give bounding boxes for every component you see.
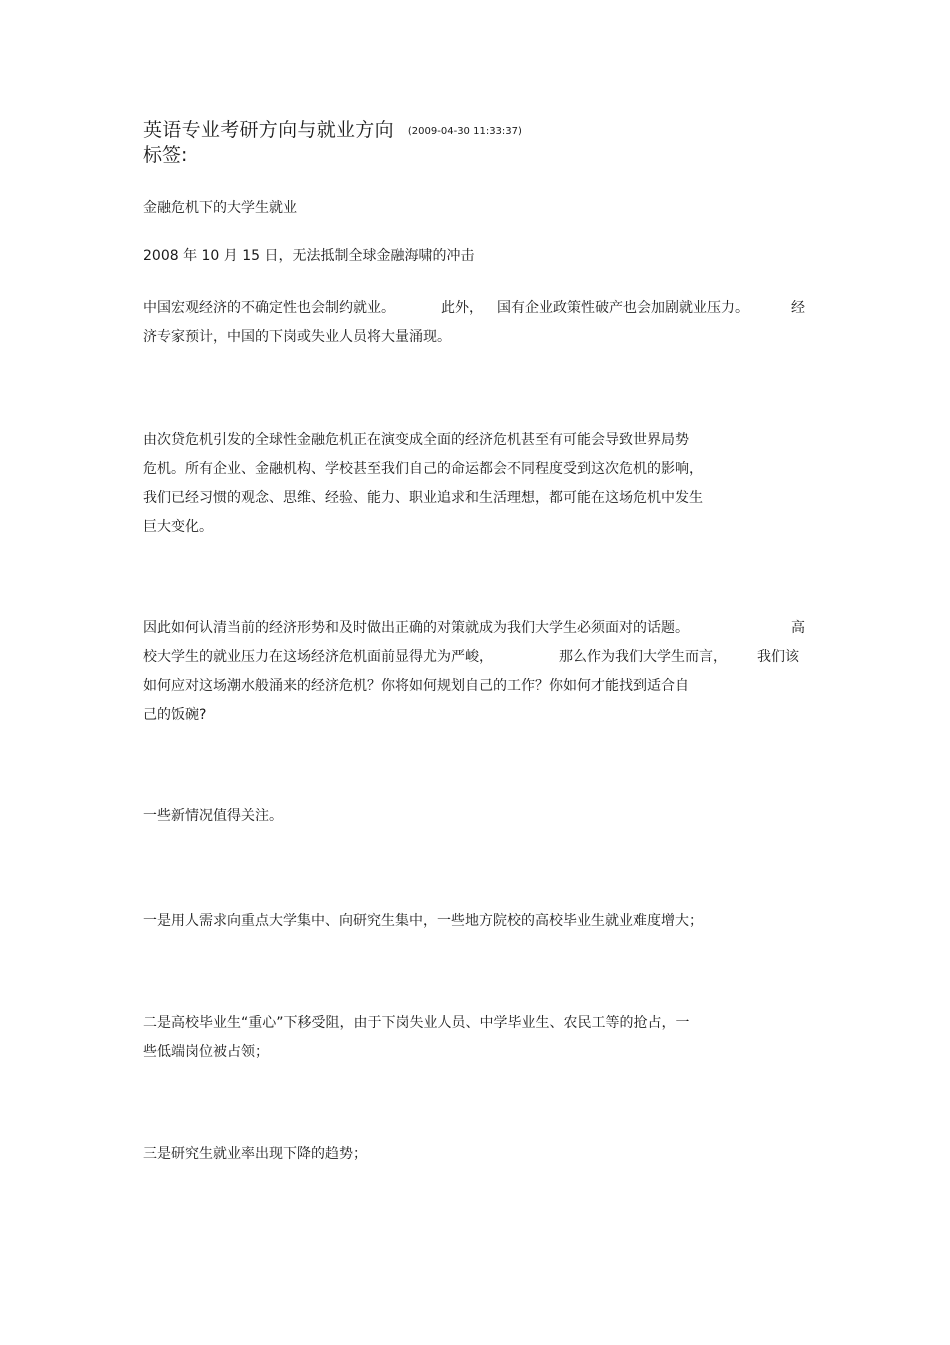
text-fragment: 经: [791, 300, 805, 316]
text-fragment: 国有企业政策性破产也会加剧就业压力。: [497, 300, 749, 316]
paragraph-4-line-1: 由次贷危机引发的全球性金融危机正在演变成全面的经济危机甚至有可能会导致世界局势: [143, 432, 689, 448]
page-title: 英语专业考研方向与就业方向: [143, 119, 394, 141]
paragraph-5-line-3: 如何应对这场潮水般涌来的经济危机？你将如何规划自己的工作？你如何才能找到适合自: [143, 678, 689, 694]
text-fragment: 校大学生的就业压力在这场经济危机面前显得尤为严峻，: [143, 649, 493, 665]
paragraph-8-line-2: 些低端岗位被占领；: [143, 1044, 269, 1060]
paragraph-6: 一些新情况值得关注。: [143, 808, 283, 824]
paragraph-4-line-3: 我们已经习惯的观念、思维、经验、能力、职业追求和生活理想，都可能在这场危机中发生: [143, 490, 703, 506]
paragraph-4: [143, 426, 703, 542]
paragraph-5-line-2: [143, 643, 813, 672]
paragraph-4-line-4: 巨大变化。: [143, 519, 213, 535]
paragraph-5-line-4: 己的饭碗?: [143, 707, 207, 723]
paragraph-7: 一是用人需求向重点大学集中、向研究生集中，一些地方院校的高校毕业生就业难度增大；: [143, 913, 703, 929]
paragraph-9: 三是研究生就业率出现下降的趋势；: [143, 1146, 367, 1162]
paragraph-5-line-1: [143, 614, 813, 643]
text-fragment: 因此如何认清当前的经济形势和及时做出正确的对策就成为我们大学生必须面对的话题。: [143, 620, 689, 636]
paragraph-8-line-1: 二是高校毕业生“重心”下移受阻，由于下岗失业人员、中学毕业生、农民工等的抢占，一: [143, 1015, 690, 1031]
paragraph-4-line-2: 危机。所有企业、金融机构、学校甚至我们自己的命运都会不同程度受到这次危机的影响，: [143, 461, 703, 477]
title-row: [143, 118, 522, 142]
text-fragment: 我们该: [757, 649, 799, 665]
timestamp: (2009-04-30 11:33:37): [407, 126, 522, 137]
paragraph-date: 2008 年 10 月 15 日，无法抵制全球金融海啸的冲击: [143, 248, 475, 264]
paragraph-5: [143, 614, 813, 730]
paragraph-3-line-2: 济专家预计，中国的下岗或失业人员将大量涌现。: [143, 329, 451, 345]
paragraph-8: [143, 1009, 690, 1067]
tags-label: 标签:: [143, 144, 188, 166]
text-fragment: 此外，: [441, 300, 483, 316]
paragraph-3: [143, 294, 813, 352]
text-fragment: 高: [791, 620, 805, 636]
paragraph-heading: 金融危机下的大学生就业: [143, 200, 297, 216]
text-fragment: 那么作为我们大学生而言，: [559, 649, 727, 665]
text-fragment: 中国宏观经济的不确定性也会制约就业。: [143, 300, 395, 316]
paragraph-3-line-1: [143, 294, 813, 323]
